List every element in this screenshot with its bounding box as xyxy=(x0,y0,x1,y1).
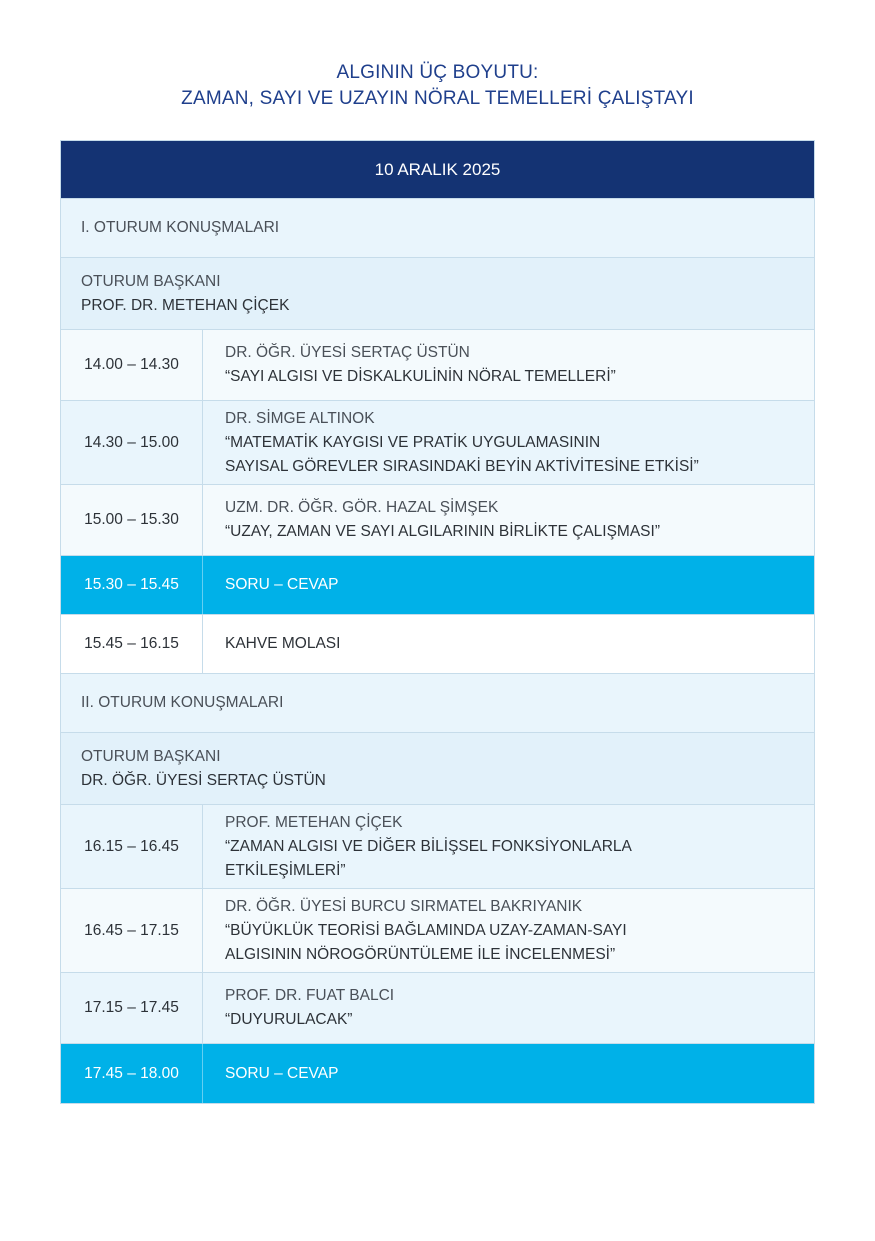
time-cell: 17.15 – 17.45 xyxy=(61,973,203,1043)
chair-label: OTURUM BAŞKANI xyxy=(81,747,221,765)
page-title xyxy=(0,60,875,112)
qa-label: SORU – CEVAP xyxy=(225,576,339,593)
qa-row xyxy=(61,1044,814,1103)
session-2-header xyxy=(61,674,814,733)
time-cell: 14.00 – 14.30 xyxy=(61,330,203,400)
table-row xyxy=(61,973,814,1044)
schedule-table xyxy=(60,140,815,1104)
speaker-name: PROF. DR. FUAT BALCI xyxy=(225,987,395,1004)
chair-label: OTURUM BAŞKANI xyxy=(81,272,221,290)
table-row xyxy=(61,889,814,973)
talk-title: ALGISININ NÖROGÖRÜNTÜLEME İLE İNCELENMESİ” xyxy=(225,945,616,963)
table-row xyxy=(61,330,814,401)
table-row xyxy=(61,805,814,889)
date-banner xyxy=(61,141,814,199)
time-cell: 17.45 – 18.00 xyxy=(61,1044,203,1103)
session-title: I. OTURUM KONUŞMALARI xyxy=(81,219,280,236)
time-cell: 16.15 – 16.45 xyxy=(61,805,203,888)
table-row xyxy=(61,485,814,556)
talk-title: ETKİLEŞİMLERİ” xyxy=(225,861,346,879)
talk-title: SAYISAL GÖREVLER SIRASINDAKİ BEYİN AKTİVİTESİNE ETKİSİ” xyxy=(225,457,699,475)
talk-title: “BÜYÜKLÜK TEORİSİ BAĞLAMINDA UZAY-ZAMAN-SAYI xyxy=(225,921,627,939)
talk-title: “MATEMATİK KAYGISI VE PRATİK UYGULAMASININ xyxy=(225,433,601,451)
speaker-name: DR. ÖĞR. ÜYESİ SERTAÇ ÜSTÜN xyxy=(225,344,470,361)
table-row xyxy=(61,401,814,485)
speaker-name: PROF. METEHAN ÇİÇEK xyxy=(225,813,403,831)
talk-title: “UZAY, ZAMAN VE SAYI ALGILARININ BİRLİKTE ÇALIŞMASI” xyxy=(225,523,660,540)
session-1-chair xyxy=(61,258,814,330)
time-cell: 14.30 – 15.00 xyxy=(61,401,203,484)
talk-cell xyxy=(203,485,814,555)
qa-row xyxy=(61,556,814,615)
title-line-1: ALGININ ÜÇ BOYUTU: xyxy=(336,62,539,83)
talk-title: “ZAMAN ALGISI VE DİĞER BİLİŞSEL FONKSİYONLARLA xyxy=(225,837,632,855)
talk-cell xyxy=(203,973,814,1043)
chair-name: DR. ÖĞR. ÜYESİ SERTAÇ ÜSTÜN xyxy=(81,771,326,789)
time-cell: 15.00 – 15.30 xyxy=(61,485,203,555)
talk-cell xyxy=(203,805,814,888)
talk-cell xyxy=(203,330,814,400)
break-row xyxy=(61,615,814,674)
speaker-name: DR. SİMGE ALTINOK xyxy=(225,409,375,427)
speaker-name: DR. ÖĞR. ÜYESİ BURCU SIRMATEL BAKRIYANIK xyxy=(225,897,583,915)
session-2-chair xyxy=(61,733,814,805)
speaker-name: UZM. DR. ÖĞR. GÖR. HAZAL ŞİMŞEK xyxy=(225,499,499,516)
qa-label: SORU – CEVAP xyxy=(225,1064,339,1082)
chair-name: PROF. DR. METEHAN ÇİÇEK xyxy=(81,296,290,314)
time-cell: 16.45 – 17.15 xyxy=(61,889,203,972)
talk-title: “SAYI ALGISI VE DİSKALKULİNİN NÖRAL TEMELLERİ” xyxy=(225,368,616,385)
talk-cell xyxy=(203,401,814,484)
title-line-2: ZAMAN, SAYI VE UZAYIN NÖRAL TEMELLERİ ÇALIŞTAYI xyxy=(181,88,694,109)
break-label: KAHVE MOLASI xyxy=(225,635,341,652)
time-cell: 15.45 – 16.15 xyxy=(61,615,203,673)
time-cell: 15.30 – 15.45 xyxy=(61,556,203,614)
date-label: 10 ARALIK 2025 xyxy=(374,159,501,179)
talk-title: “DUYURULACAK” xyxy=(225,1011,353,1028)
session-1-header xyxy=(61,199,814,258)
session-title: II. OTURUM KONUŞMALARI xyxy=(81,694,284,711)
talk-cell xyxy=(203,889,814,972)
